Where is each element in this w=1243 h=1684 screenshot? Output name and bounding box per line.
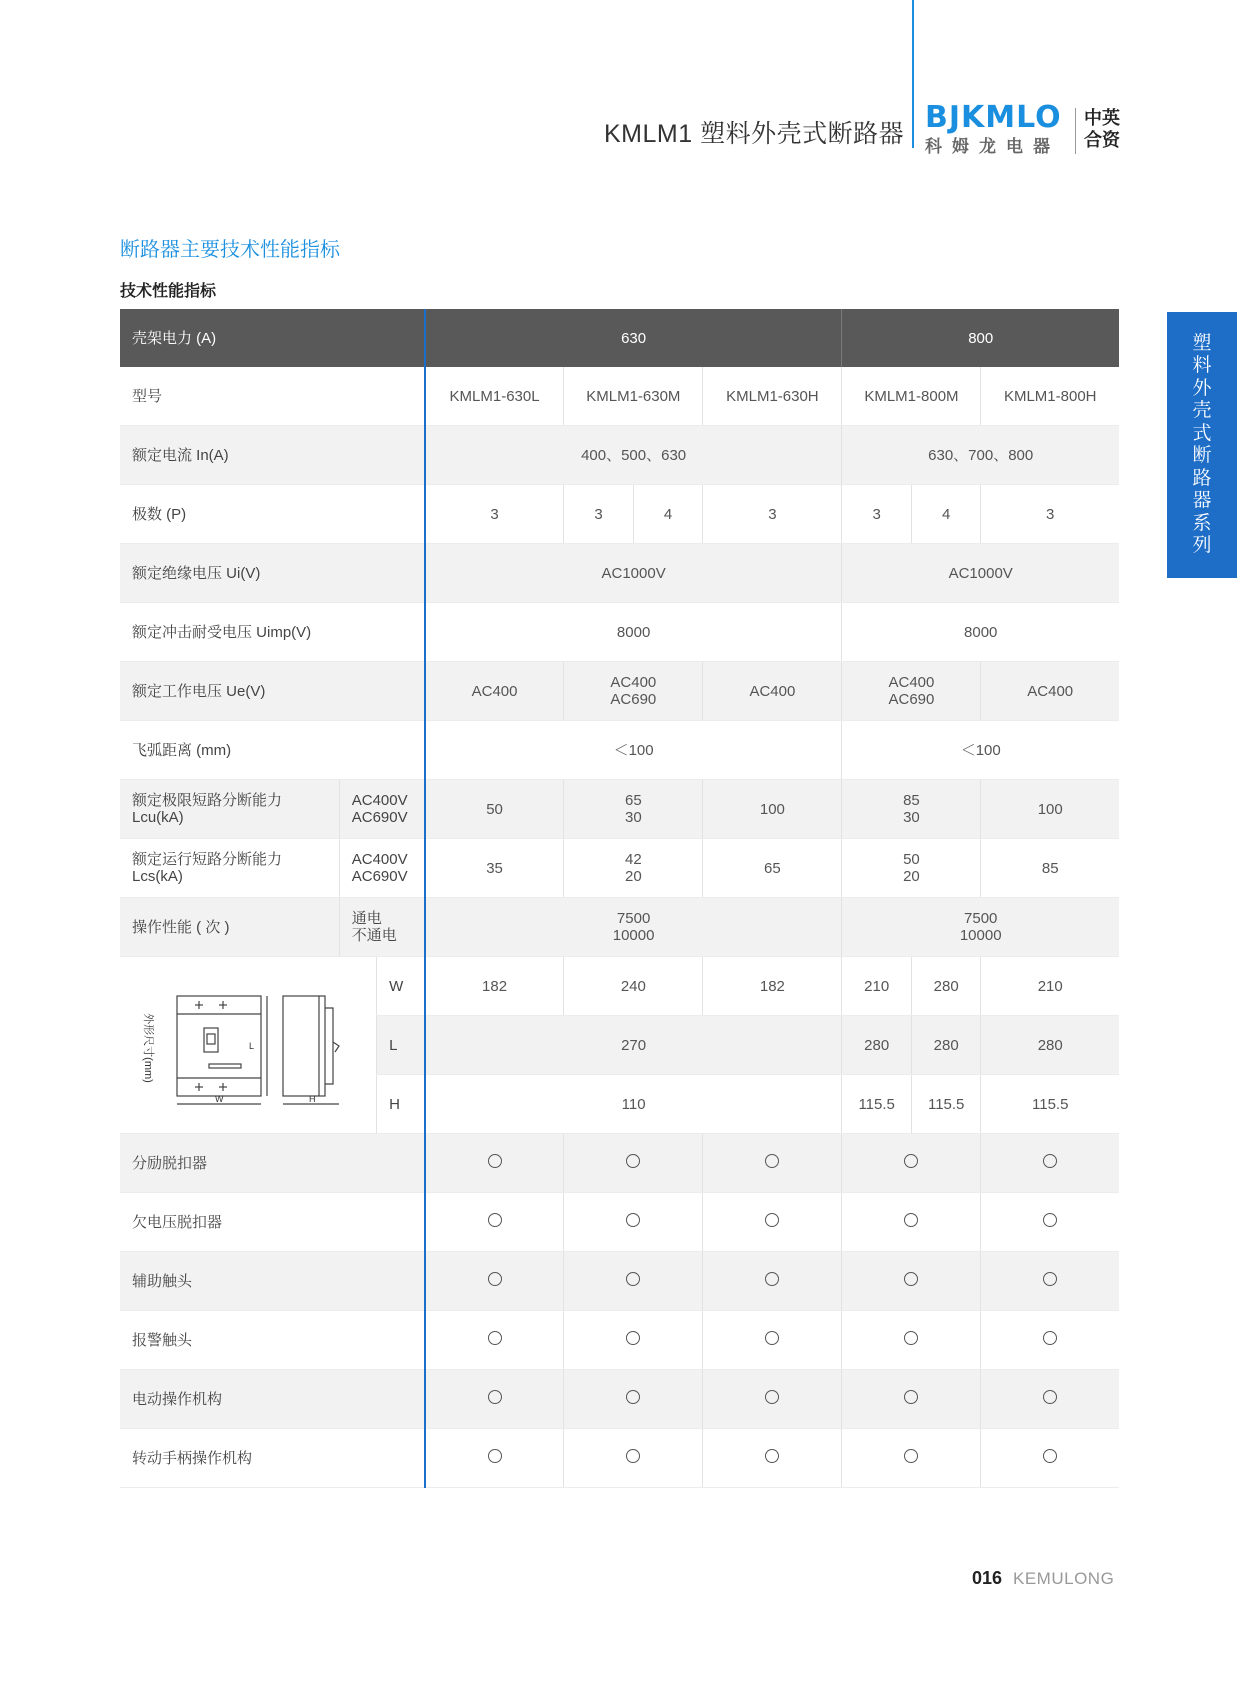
poles-label: 极数 (P) [120,485,425,544]
availability-cell [425,1134,564,1193]
accessory-label: 分励脱扣器 [120,1134,425,1193]
dim-w-cell: 182 [703,957,842,1016]
available-circle-icon [488,1331,502,1345]
available-circle-icon [488,1272,502,1286]
poles-row [120,485,1119,544]
available-circle-icon [626,1272,640,1286]
logo-separator [1075,108,1076,154]
lcu-label-line: Lcu(kA) [132,809,184,826]
availability-cell [425,1311,564,1370]
poles-cell: 3 [981,485,1119,544]
model-cell: KMLM1-630L [425,367,564,426]
operation-630 [425,898,842,957]
availability-cell [703,1252,842,1311]
ue-value: AC400 [749,682,796,700]
available-circle-icon [626,1154,640,1168]
poles-cell: 4 [633,485,703,544]
lcu-cell [981,780,1119,839]
accessory-row [120,1370,1119,1429]
available-circle-icon [1043,1390,1057,1404]
model-row [120,367,1119,426]
operation-value: 7500 [964,910,998,927]
availability-cell [564,1134,703,1193]
availability-cell [703,1311,842,1370]
side-tab-char: 列 [1192,535,1212,556]
ui-row [120,544,1119,603]
rated-current-800: 630、700、800 [842,426,1119,485]
availability-cell [425,1429,564,1488]
availability-cell [981,1193,1119,1252]
frame-row [120,309,1119,367]
lcu-cell [842,780,981,839]
available-circle-icon [626,1331,640,1345]
lcs-value: 20 [903,868,920,885]
lcu-cell [564,780,703,839]
side-tab-char: 外 [1192,377,1212,399]
accessory-label: 辅助触头 [120,1252,425,1311]
ue-cell [564,662,703,721]
arc-row [120,721,1119,780]
lcu-cell [425,780,564,839]
availability-cell [425,1193,564,1252]
available-circle-icon [765,1213,779,1227]
series-side-tab [1167,312,1237,578]
ue-value: AC400 [610,674,657,691]
accessory-row [120,1193,1119,1252]
side-tab-char: 器 [1192,490,1212,511]
lcs-sub-line: AC690V [351,868,408,885]
uimp-row [120,603,1119,662]
dim-h-cell: 115.5 [842,1075,912,1134]
lcu-cell [703,780,842,839]
side-tab-char: 路 [1192,467,1212,489]
availability-cell [425,1252,564,1311]
spec-table [120,309,1119,1488]
available-circle-icon [765,1272,779,1286]
lcs-sub-line: AC400V [351,851,408,868]
accessory-label: 电动操作机构 [120,1370,425,1429]
available-circle-icon [765,1390,779,1404]
lcu-value: 65 [625,792,642,809]
arc-label: 飞弧距离 (mm) [120,721,425,780]
available-circle-icon [626,1449,640,1463]
operation-sublabel [339,898,425,957]
lcs-value: 35 [486,859,503,877]
poles-cell: 3 [842,485,912,544]
dim-h-cell: 115.5 [981,1075,1119,1134]
brand-logo-chinese: 科姆龙电器 [925,137,1060,156]
dim-w-cell: 182 [425,957,564,1016]
availability-cell [981,1252,1119,1311]
ui-630: AC1000V [425,544,842,603]
lcu-value: 30 [903,809,920,826]
dim-l-cell: 280 [842,1016,912,1075]
model-cell: KMLM1-800H [981,367,1119,426]
available-circle-icon [488,1154,502,1168]
lcs-value: 20 [625,868,642,885]
dim-w-cell: 210 [981,957,1119,1016]
rated-current-630: 400、500、630 [425,426,842,485]
dim-l-cell: 280 [981,1016,1119,1075]
lcs-label-line: Lcs(kA) [132,868,183,885]
availability-cell [842,1370,981,1429]
frame-630: 630 [425,309,842,367]
availability-cell [564,1252,703,1311]
dim-l-cell: 280 [911,1016,981,1075]
available-circle-icon [904,1213,918,1227]
model-cell: KMLM1-630M [564,367,703,426]
operation-value: 10000 [959,927,1002,944]
sub-title: 技术性能指标 [120,283,217,300]
availability-cell [842,1429,981,1488]
drawing-h-label: H [309,1094,316,1104]
available-circle-icon [1043,1213,1057,1227]
lcs-sublabel [339,839,425,898]
availability-cell [981,1429,1119,1488]
operation-value: 10000 [612,927,655,944]
available-circle-icon [904,1390,918,1404]
availability-cell [564,1193,703,1252]
lcs-value: 42 [625,851,642,868]
lcs-cell [842,839,981,898]
availability-cell [564,1429,703,1488]
lcu-label [120,780,339,839]
available-circle-icon [904,1272,918,1286]
lcs-row [120,839,1119,898]
dim-l-label: L [377,1016,425,1075]
availability-cell [425,1370,564,1429]
availability-cell [564,1370,703,1429]
available-circle-icon [1043,1331,1057,1345]
accessory-label: 转动手柄操作机构 [120,1429,425,1488]
availability-cell [981,1370,1119,1429]
dim-w-row [120,957,1119,1016]
availability-cell [703,1370,842,1429]
uimp-630: 8000 [425,603,842,662]
lcs-label [120,839,339,898]
accessory-label: 欠电压脱扣器 [120,1193,425,1252]
lcs-value: 65 [764,859,781,877]
dim-h-cell: 115.5 [911,1075,981,1134]
ue-cell [842,662,981,721]
availability-cell [703,1134,842,1193]
footer-brand: KEMULONG [1013,1569,1115,1588]
rated-current-row [120,426,1119,485]
availability-cell [981,1134,1119,1193]
uimp-800: 8000 [842,603,1119,662]
available-circle-icon [1043,1154,1057,1168]
available-circle-icon [1043,1272,1057,1286]
ue-cell [981,662,1119,721]
lcu-sub-line: AC400V [351,792,408,809]
page-title: KMLM1 塑料外壳式断路器 [604,120,905,148]
accessory-row [120,1429,1119,1488]
model-label: 型号 [120,367,425,426]
joint-venture-line-2: 合资 [1084,130,1120,150]
available-circle-icon [1043,1449,1057,1463]
ui-800: AC1000V [842,544,1119,603]
accessory-row [120,1311,1119,1370]
brand-logo-text: BJKMLO [925,100,1062,135]
lcu-value: 50 [486,800,503,818]
page-number: 016 [972,1568,1003,1588]
lcu-value: 100 [1037,800,1063,818]
available-circle-icon [626,1213,640,1227]
dimension-vertical-label: 外形尺寸(mm) [142,1013,155,1083]
operation-value: 7500 [616,910,651,927]
lcs-cell [564,839,703,898]
availability-cell [703,1429,842,1488]
ue-value: AC690 [888,691,935,708]
dim-w-cell: 280 [911,957,981,1016]
side-tab-char: 断 [1192,445,1212,466]
poles-cell: 3 [425,485,564,544]
side-tab-char: 式 [1192,422,1212,444]
lcu-value: 85 [903,792,920,809]
availability-cell [564,1311,703,1370]
dim-h-630: 110 [425,1075,842,1134]
lcu-sublabel [339,780,425,839]
operation-row [120,898,1119,957]
breaker-outline-drawing [137,980,359,1110]
lcu-value: 30 [625,809,642,826]
joint-venture-line-1: 中英 [1084,108,1120,128]
ue-value: AC400 [888,674,935,691]
drawing-w-label: W [215,1094,224,1104]
ui-label: 额定绝缘电压 Ui(V) [120,544,425,603]
header-divider-line [912,0,914,148]
ue-value: AC400 [471,682,518,700]
arc-630: ＜100 [425,721,842,780]
availability-cell [981,1311,1119,1370]
lcs-label-line: 额定运行短路分断能力 [132,851,283,868]
side-tab-char: 系 [1192,512,1212,534]
side-tab-char: 塑 [1192,332,1212,354]
lcs-value: 50 [903,851,920,868]
section-title: 断路器主要技术性能指标 [120,239,340,261]
lcu-label-line: 额定极限短路分断能力 [132,792,283,809]
accessory-row [120,1134,1119,1193]
available-circle-icon [626,1390,640,1404]
operation-sub-line: 不通电 [351,927,397,944]
dim-l-630: 270 [425,1016,842,1075]
arc-800: ＜100 [842,721,1119,780]
available-circle-icon [904,1449,918,1463]
lcs-value: 85 [1041,859,1059,877]
available-circle-icon [765,1154,779,1168]
operation-label: 操作性能 ( 次 ) [120,898,339,957]
ue-row [120,662,1119,721]
available-circle-icon [904,1154,918,1168]
available-circle-icon [488,1390,502,1404]
operation-800 [842,898,1119,957]
ue-value: AC400 [1027,682,1074,700]
lcu-value: 100 [759,800,785,818]
frame-800: 800 [842,309,1119,367]
joint-venture-mark [1084,107,1124,151]
availability-cell [703,1193,842,1252]
dimension-drawing-cell [120,957,377,1134]
lcu-row [120,780,1119,839]
available-circle-icon [904,1331,918,1345]
lcs-cell [425,839,564,898]
model-cell: KMLM1-630H [703,367,842,426]
dim-w-cell: 240 [564,957,703,1016]
availability-cell [842,1311,981,1370]
poles-cell: 3 [564,485,634,544]
availability-cell [842,1193,981,1252]
side-tab-char: 料 [1192,355,1212,376]
lcs-cell [981,839,1119,898]
poles-cell: 4 [911,485,981,544]
lcs-cell [703,839,842,898]
dim-w-label: W [377,957,425,1016]
ue-cell [425,662,564,721]
accessory-label: 报警触头 [120,1311,425,1370]
frame-label: 壳架电力 (A) [120,309,425,367]
available-circle-icon [488,1213,502,1227]
drawing-l-label: L [249,1041,255,1051]
dim-h-label: H [377,1075,425,1134]
lcu-sub-line: AC690V [351,809,408,826]
accessory-row [120,1252,1119,1311]
available-circle-icon [765,1331,779,1345]
available-circle-icon [765,1449,779,1463]
dim-w-cell: 210 [842,957,912,1016]
ue-value: AC690 [610,691,657,708]
ue-cell [703,662,842,721]
side-tab-char: 壳 [1192,400,1212,421]
ue-label: 额定工作电压 Ue(V) [120,662,425,721]
poles-cell: 3 [703,485,842,544]
operation-sub-line: 通电 [351,910,382,927]
availability-cell [842,1252,981,1311]
rated-current-label: 额定电流 In(A) [120,426,425,485]
availability-cell [842,1134,981,1193]
available-circle-icon [488,1449,502,1463]
uimp-label: 额定冲击耐受电压 Uimp(V) [120,603,425,662]
model-cell: KMLM1-800M [842,367,981,426]
